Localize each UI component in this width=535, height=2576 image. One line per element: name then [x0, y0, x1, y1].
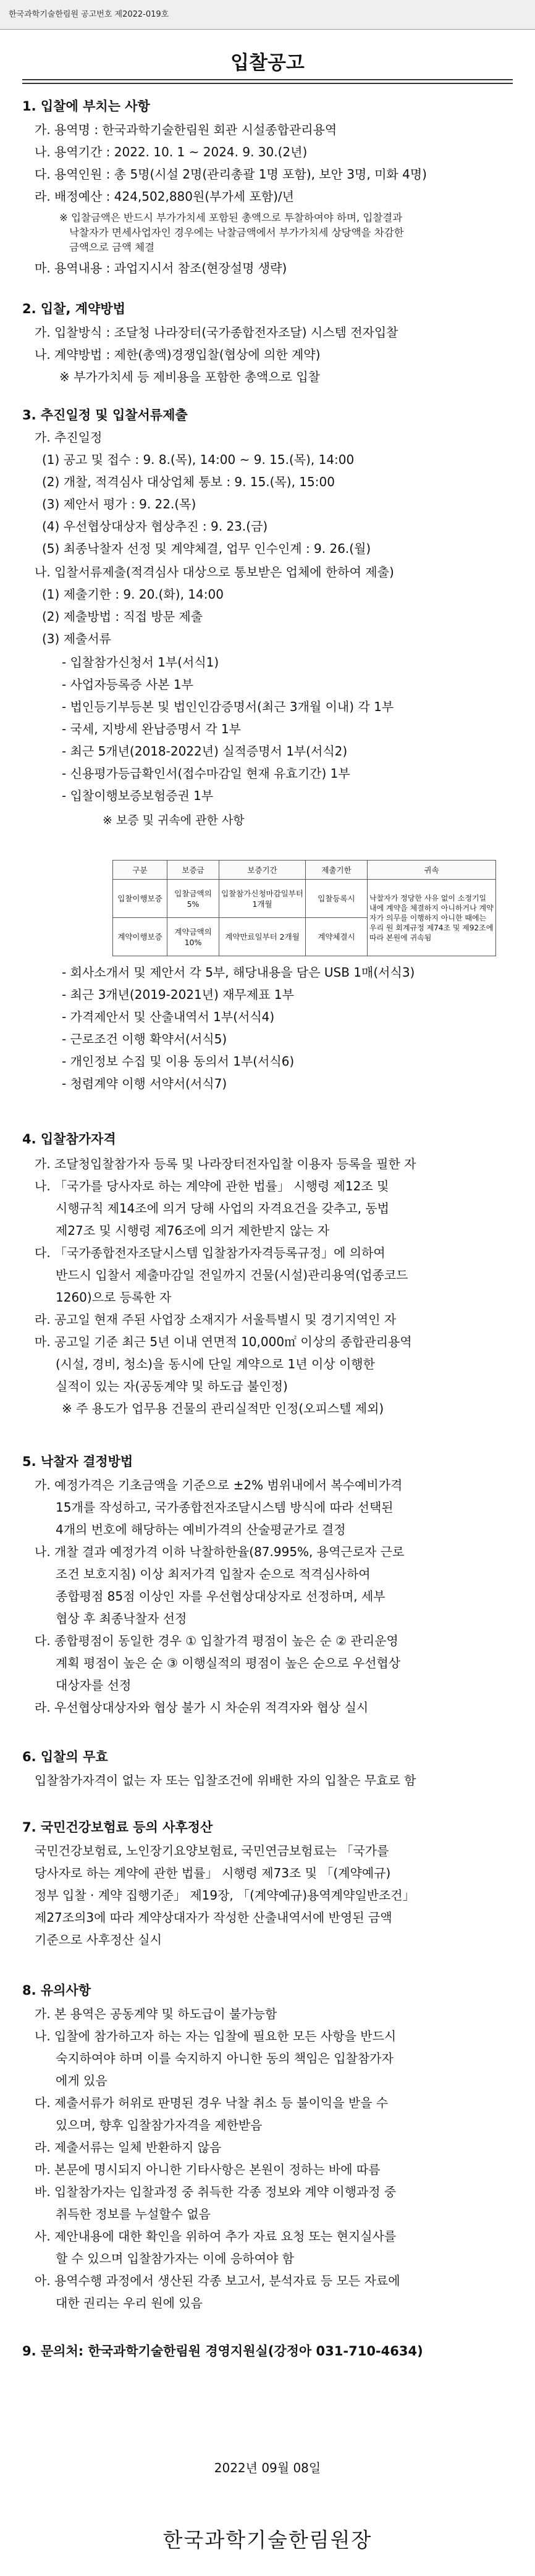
- body-line: 가. 조달청입찰참가자 등록 및 나라장터전자입찰 이용자 등록을 필한 자: [35, 1156, 416, 1171]
- document-item: - 최근 3개년(2019-2021년) 재무제표 1부: [62, 987, 294, 1002]
- section-6-heading: 6. 입찰의 무효: [22, 1749, 108, 1764]
- section-5-heading: 5. 낙찰자 결정방법: [22, 1454, 133, 1469]
- body-line: 나. 입찰서류제출(적격심사 대상으로 통보받은 업체에 한하여 제출): [35, 565, 394, 579]
- body-line: (3) 제출서류: [42, 631, 111, 646]
- body-line: 가. 입찰방식 : 조달청 나라장터(국가종합전자조달) 시스템 전자입찰: [35, 325, 398, 340]
- body-line: (2) 개찰, 적격심사 대상업체 통보 : 9. 15.(목), 15:00: [42, 474, 335, 489]
- body-line: 계획 평점이 높은 순 ③ 이행실적의 평점이 높은 순으로 우선협상: [56, 1656, 401, 1670]
- body-line: 당사자로 하는 계약에 관한 법률」 시행령 제73조 및 「(계약예규): [35, 1866, 391, 1880]
- document-item: - 가격제안서 및 산출내역서 1부(서식4): [62, 1009, 275, 1024]
- table-header-cell: 보증금: [167, 861, 219, 880]
- body-line: 취득한 정보를 누설할수 없음: [56, 2207, 211, 2221]
- table-cell: 계약이행보증: [113, 918, 167, 956]
- announcement-date: 2022년 09월 08일: [214, 2460, 321, 2475]
- table-cell: 입찰금액의 5%: [167, 880, 219, 918]
- title-divider-bottom: [22, 83, 513, 84]
- body-line: 가. 예정가격은 기초금액을 기준으로 ±2% 범위내에서 복수예비가격: [35, 1478, 403, 1492]
- body-line: 기준으로 사후정산 실시: [35, 1932, 162, 1947]
- document-item: - 국세, 지방세 완납증명서 각 1부: [62, 722, 241, 736]
- guarantee-note: ※ 보증 및 귀속에 관한 사항: [103, 814, 245, 827]
- page-title: 입찰공고: [230, 52, 305, 74]
- table-header-cell: 구분: [113, 861, 167, 880]
- body-line: 종합평점 85점 이상인 자를 우선협상대상자로 선정하며, 세부: [56, 1589, 385, 1604]
- section-1-heading: 1. 입찰에 부치는 사항: [22, 99, 150, 114]
- body-line: 실적이 있는 자(공동계약 및 하도급 불인정): [56, 1379, 288, 1394]
- body-line: 다. 용역인원 : 총 5명(시설 2명(관리총괄 1명 포함), 보안 3명, 미화 4명): [35, 167, 427, 182]
- body-line: (1) 제출기한 : 9. 20.(화), 14:00: [42, 587, 224, 602]
- attribution-cell: 낙찰자가 정당한 사유 없이 소정기일 내에 계약을 체결하지 아니하거나 계약자가 의무를 이행하지 아니한 때에는 우리 원 회계규정 제74조 및 제92조에 따라 본원에 귀속됨: [368, 880, 496, 956]
- note-line: 낙찰자가 면세사업자인 경우에는 낙찰금액에서 부가가치세 상당액을 차감한: [69, 227, 404, 238]
- document-item: - 회사소개서 및 제안서 각 5부, 해당내용을 담은 USB 1매(서식3): [62, 965, 415, 980]
- guarantee-table: [112, 860, 496, 956]
- document-item: - 입찰참가신청서 1부(서식1): [62, 655, 219, 670]
- table-header-cell: 보증기간: [219, 861, 306, 880]
- table-header-cell: 귀속: [368, 861, 496, 880]
- body-line: 제27조의3에 따라 계약상대자가 작성한 산출내역서에 반영된 금액: [35, 1910, 392, 1925]
- body-line: 대상자를 선정: [56, 1678, 132, 1693]
- note-line: 금액으로 금액 체결: [69, 242, 155, 253]
- body-line: 1260)으로 등록한 자: [56, 1290, 172, 1305]
- note-line: ※ 입찰금액은 반드시 부가가치세 포함된 총액으로 투찰하여야 하며, 입찰결과: [59, 212, 403, 224]
- body-line: 가. 추진일정: [35, 430, 103, 445]
- document-item: - 근로조건 이행 확약서(서식5): [62, 1032, 227, 1046]
- table-cell: 입찰참가신청마감일부터 1개월: [219, 880, 306, 918]
- body-line: 나. 개찰 결과 예정가격 이하 낙찰하한율(87.995%, 용역근로자 근로: [35, 1544, 405, 1559]
- section-9-contact: 9. 문의처: 한국과학기술한림원 경영지원실(강정아 031-710-4634): [22, 2344, 423, 2359]
- document-item: - 개인정보 수집 및 이용 동의서 1부(서식6): [62, 1054, 295, 1069]
- section-3-heading: 3. 추진일정 및 입찰서류제출: [22, 408, 188, 423]
- body-line: 다. 종합평점이 동일한 경우 ① 입찰가격 평점이 높은 순 ② 관리운영: [35, 1633, 398, 1648]
- body-line: 있으며, 향후 입찰참가자격을 제한받음: [56, 2118, 263, 2132]
- document-item: - 사업자등록증 사본 1부: [62, 677, 193, 692]
- body-line: ※ 주 용도가 업무용 건물의 관리실적만 인정(오피스텔 제외): [62, 1401, 384, 1416]
- body-line: 마. 공고일 기준 최근 5년 이내 연면적 10,000㎡ 이상의 종합관리용역: [35, 1334, 412, 1349]
- body-line: 할 수 있으며 입찰참가자는 이에 응하여야 함: [56, 2251, 294, 2266]
- document-item: - 청렴계약 이행 서약서(서식7): [62, 1076, 227, 1091]
- body-line: 라. 우선협상대상자와 협상 불가 시 차순위 적격자와 협상 실시: [35, 1700, 369, 1715]
- body-line: 가. 용역명 : 한국과학기술한림원 회관 시설종합관리용역: [35, 122, 337, 137]
- body-line: 4개의 번호에 해당하는 예비가격의 산술평균가로 결정: [56, 1522, 346, 1537]
- table-cell: 계약만료일부터 2개월: [219, 918, 306, 956]
- body-line: 다. 「국가종합전자조달시스템 입찰참가자격등록규정」에 의하여: [35, 1245, 385, 1260]
- document-item: - 신용평가등급확인서(접수마감일 현재 유효기간) 1부: [62, 766, 350, 781]
- body-line: 15개를 작성하고, 국가종합전자조달시스템 방식에 따라 선택된: [56, 1500, 394, 1515]
- body-line: 국민건강보험료, 노인장기요양보험료, 국민연금보험료는 「국가를: [35, 1843, 389, 1858]
- body-line: 나. 용역기간 : 2022. 10. 1 ~ 2024. 9. 30.(2년): [35, 145, 308, 159]
- body-line: 아. 용역수행 과정에서 생산된 각종 보고서, 분석자료 등 모든 자료에: [35, 2273, 400, 2288]
- body-line: 마. 본문에 명시되지 아니한 기타사항은 본원이 정하는 바에 따름: [35, 2162, 381, 2177]
- body-line: (3) 제안서 평가 : 9. 22.(목): [42, 497, 196, 511]
- section-8-heading: 8. 유의사항: [22, 1983, 91, 1998]
- document-item: - 최근 5개년(2018-2022년) 실적증명서 1부(서식2): [62, 744, 348, 759]
- body-line: 정부 입찰 · 계약 집행기준」 제19장, 「(계약예규)용역계약일반조건」: [35, 1888, 415, 1903]
- body-line: 조건 보호지침) 이상 최저가격 입찰자 순으로 적격심사하여: [56, 1567, 371, 1581]
- body-line: 협상 후 최종낙찰자 선정: [56, 1611, 187, 1626]
- body-line: (1) 공고 및 접수 : 9. 8.(목), 14:00 ~ 9. 15.(목), 14:00: [42, 452, 355, 467]
- body-line: 에게 있음: [56, 2073, 107, 2088]
- table-header-row: [113, 861, 496, 880]
- body-line: (시설, 경비, 청소)을 동시에 단일 계약으로 1년 이상 이행한: [56, 1357, 375, 1371]
- document-header: 한국과학기술한림원 공고번호 제2022-019호: [0, 0, 535, 30]
- body-line: 라. 공고일 현재 주된 사업장 소재지가 서울특별시 및 경기지역인 자: [35, 1312, 397, 1327]
- document-item: - 법인등기부등본 및 법인인감증명서(최근 3개월 이내) 각 1부: [62, 699, 394, 714]
- table-cell: 입찰등록시: [306, 880, 368, 918]
- body-line: 가. 본 용역은 공동계약 및 하도급이 불가능함: [35, 2006, 277, 2021]
- body-line: 시행규칙 제14조에 의거 당해 사업의 자격요건을 갖추고, 동법: [56, 1201, 389, 1216]
- section-7-heading: 7. 국민건강보험료 등의 사후정산: [22, 1820, 213, 1835]
- body-line: (5) 최종낙찰자 선정 및 계약체결, 업무 인수인계 : 9. 26.(월): [42, 541, 371, 556]
- document-item: - 입찰이행보증보험증권 1부: [62, 788, 214, 803]
- body-line: 바. 입찰참가자는 입찰과정 중 취득한 각종 정보와 계약 이행과정 중: [35, 2184, 397, 2199]
- table-header-cell: 제출기한: [306, 861, 368, 880]
- body-line: 제27조 및 시행령 제76조에 의거 제한받지 않는 자: [56, 1223, 330, 1238]
- title-divider-top: [22, 79, 513, 80]
- body-line: (2) 제출방법 : 직접 방문 제출: [42, 609, 203, 624]
- section-4-heading: 4. 입찰참가자격: [22, 1132, 116, 1147]
- body-line: 라. 제출서류는 일체 반환하지 않음: [35, 2140, 222, 2155]
- body-line: 숙지하여야 하며 이를 숙지하지 아니한 동의 책임은 입찰참가자: [56, 2051, 394, 2066]
- body-line: 반드시 입찰서 제출마감일 전일까지 건물(시설)관리용역(업종코드: [56, 1268, 408, 1282]
- table-cell: 계약금액의 10%: [167, 918, 219, 956]
- body-line: ※ 부가가치세 등 제비용을 포함한 총액으로 입찰: [59, 369, 320, 384]
- body-line: 입찰참가자격이 없는 자 또는 입찰조건에 위배한 자의 입찰은 무효로 함: [35, 1773, 416, 1788]
- body-line: 라. 배정예산 : 424,502,880원(부가세 포함)/년: [35, 189, 294, 204]
- body-line: 나. 「국가를 당사자로 하는 계약에 관한 법률」 시행령 제12조 및: [35, 1179, 389, 1193]
- body-line: 다. 제출서류가 허위로 판명된 경우 낙찰 취소 등 불이익을 받을 수: [35, 2095, 389, 2110]
- table-cell: 계약체결시: [306, 918, 368, 956]
- body-line: (4) 우선협상대상자 협상추진 : 9. 23.(금): [42, 519, 268, 534]
- body-line: 대한 권리는 우리 원에 있음: [56, 2296, 203, 2310]
- issuer-signature: 한국과학기술한림원장: [162, 2528, 373, 2552]
- section-2-heading: 2. 입찰, 계약방법: [22, 301, 125, 316]
- body-line: 나. 계약방법 : 제한(총액)경쟁입찰(협상에 의한 계약): [35, 347, 321, 362]
- body-line: 나. 입찰에 참가하고자 하는 자는 입찰에 필요한 모든 사항을 반드시: [35, 2029, 397, 2044]
- table-row: [113, 880, 496, 918]
- table-cell: 입찰이행보증: [113, 880, 167, 918]
- body-line: 사. 제안내용에 대한 확인을 위하여 추가 자료 요청 또는 현지실사를: [35, 2229, 397, 2244]
- body-line: 마. 용역내용 : 과업지시서 참조(현장설명 생략): [35, 261, 287, 276]
